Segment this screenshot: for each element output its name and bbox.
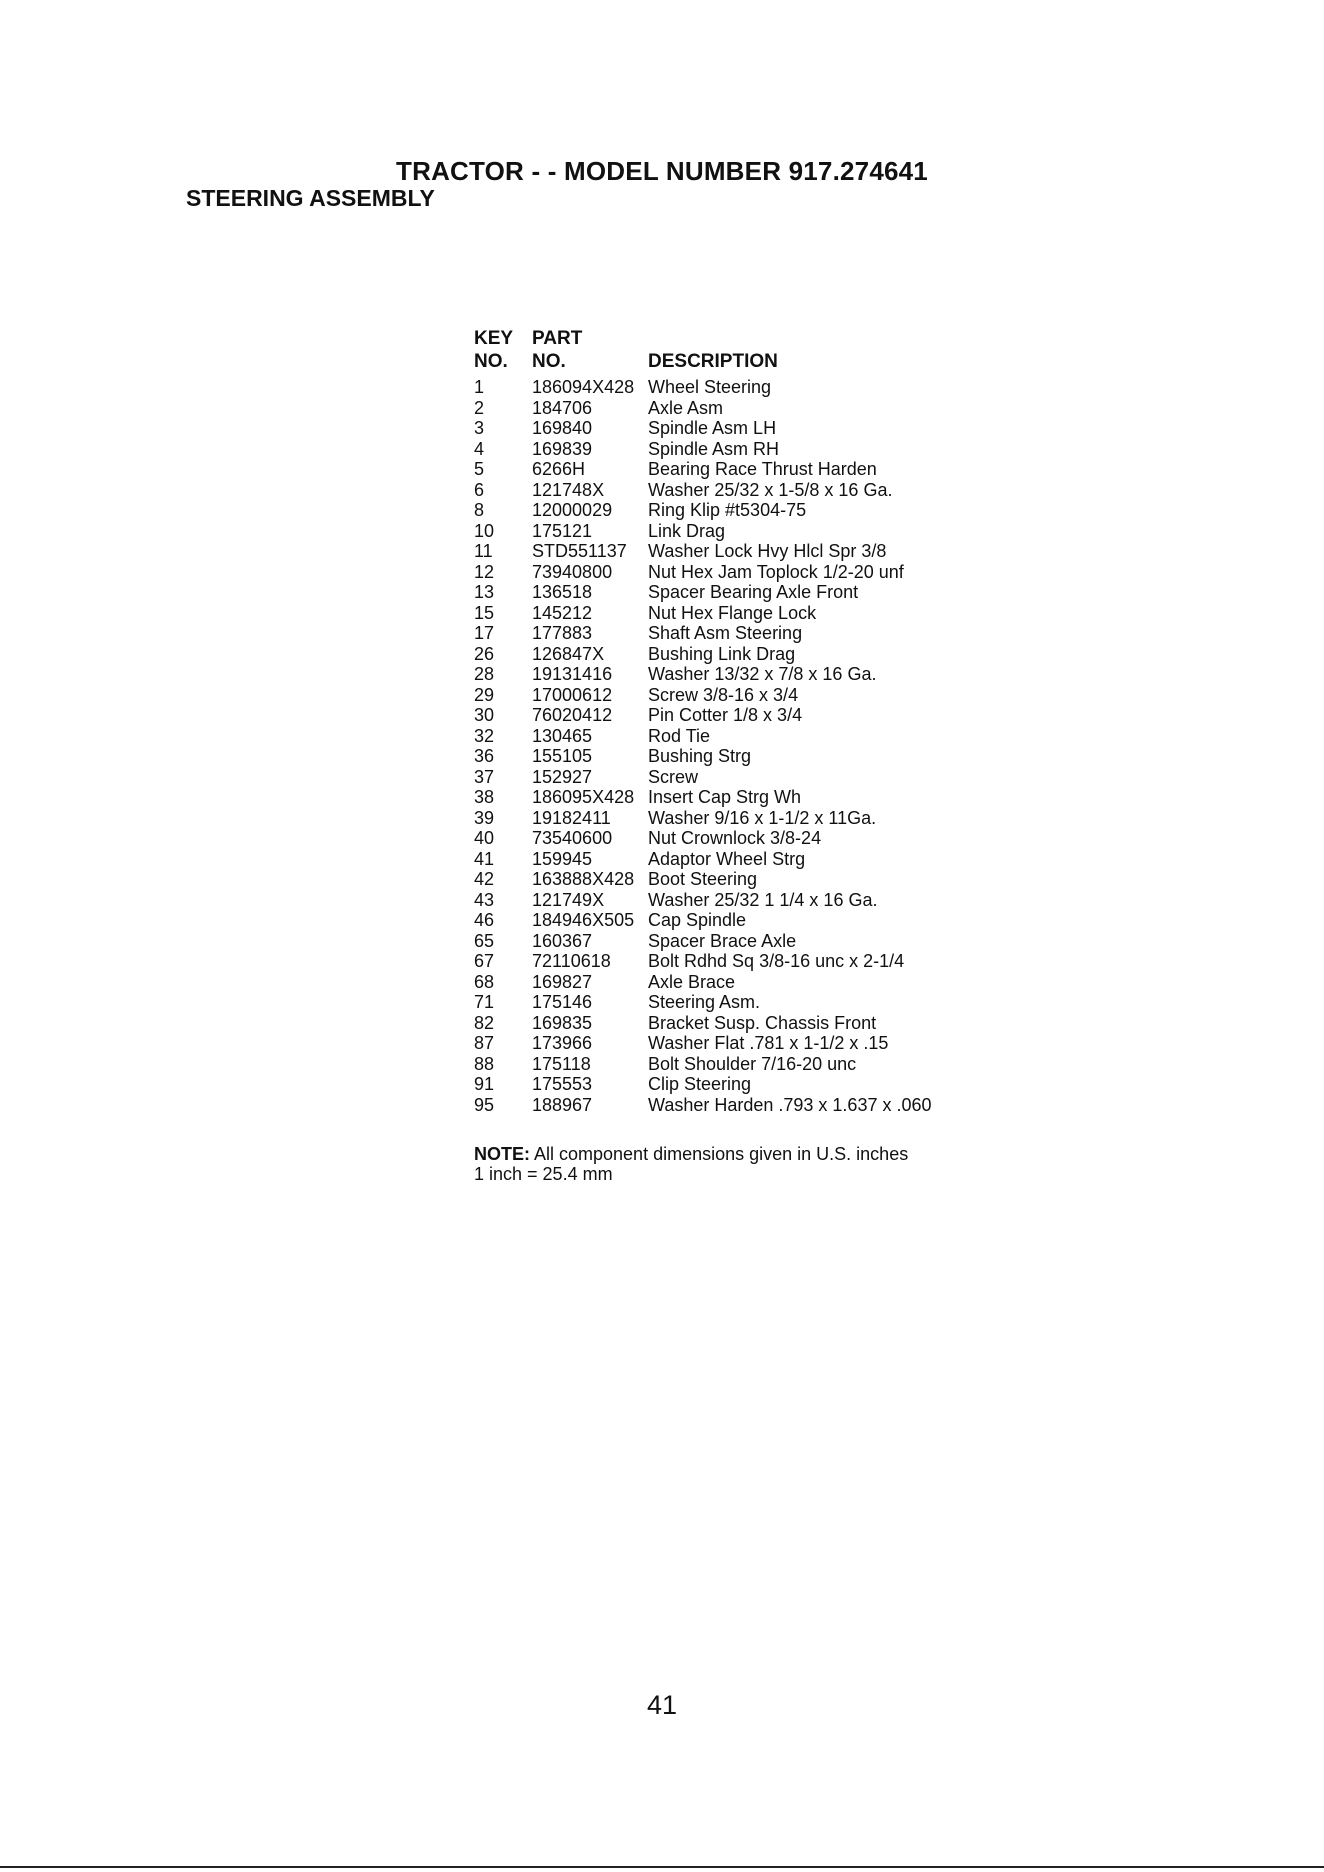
table-row [474,910,932,931]
part-description: Adaptor Wheel Strg [648,848,806,869]
table-row [474,521,932,542]
part-description: Steering Asm. [648,992,761,1012]
table-row [474,623,932,644]
table-body [474,377,932,1115]
key-no: 2 [474,397,485,418]
part-description: Washer Harden .793 x 1.637 x .060 [648,1094,932,1115]
key-no: 6 [474,479,485,500]
part-description: Washer 13/32 x 7/8 x 16 Ga. [648,664,877,684]
section-subtitle: STEERING ASSEMBLY [186,185,435,211]
part-description: Washer 25/32 x 1-5/8 x 16 Ga. [648,479,893,500]
table-row [474,480,932,501]
table-row [474,418,932,439]
part-no: 163888X428 [532,869,635,889]
part-no: 155105 [532,746,593,766]
part-description: Axle Brace [648,971,736,992]
table-row [474,1095,932,1116]
part-description: Screw [648,766,699,787]
part-no: 19182411 [532,807,611,828]
key-no: 30 [474,705,495,725]
key-no: 26 [474,643,495,664]
key-no: 65 [474,930,495,951]
table-row [474,931,932,952]
part-description: Spacer Brace Axle [648,930,797,951]
part-no: 173966 [532,1033,593,1053]
table-row [474,1033,932,1054]
table-row [474,972,932,993]
key-no: 82 [474,1012,495,1033]
table-row [474,541,932,562]
part-no: 175121 [532,520,593,541]
part-description: Rod Tie [648,725,711,746]
part-no: 169835 [532,1012,593,1033]
key-no: 38 [474,787,495,807]
header-part-no: NO. [532,351,566,372]
page-number: 41 [646,1690,678,1720]
part-description: Spindle Asm RH [648,438,780,459]
table-row [474,1074,932,1095]
table-row [474,1013,932,1034]
part-no: 159945 [532,848,593,869]
key-no: 36 [474,746,495,766]
table-row [474,439,932,460]
table-row [474,828,932,849]
table-row [474,644,932,665]
part-description: Clip Steering [648,1074,752,1094]
part-no: 145212 [532,602,593,623]
part-no: 121748X [532,479,605,500]
part-no: 169827 [532,971,593,992]
part-no: 160367 [532,930,593,951]
header-part: PART [532,328,583,349]
part-no: 188967 [532,1094,593,1115]
part-no: 72110618 [532,951,611,971]
key-no: 5 [474,459,485,479]
note-label: NOTE: [474,1144,530,1164]
table-row [474,890,932,911]
part-no: 73540600 [532,828,613,848]
key-no: 29 [474,684,495,705]
part-no: 130465 [532,725,593,746]
part-no: 136518 [532,582,593,602]
table-row [474,849,932,870]
part-no: 126847X [532,643,605,664]
table-row [474,951,932,972]
part-description: Washer 25/32 1 1/4 x 16 Ga. [648,889,878,910]
part-no: 186095X428 [532,787,635,807]
part-no: 169839 [532,438,593,459]
key-no: 4 [474,438,485,459]
part-description: Nut Hex Flange Lock [648,602,817,623]
part-description: Wheel Steering [648,377,772,397]
part-no: 17000612 [532,684,613,705]
key-no: 39 [474,807,495,828]
table-row [474,377,932,398]
key-no: 42 [474,869,495,889]
part-description: Bracket Susp. Chassis Front [648,1012,877,1033]
table-row [474,500,932,521]
part-no: 175146 [532,992,593,1012]
part-description: Washer Lock Hvy Hlcl Spr 3/8 [648,541,887,561]
part-description: Bolt Rdhd Sq 3/8-16 unc x 2-1/4 [648,951,905,971]
part-description: Spacer Bearing Axle Front [648,582,859,602]
table-row [474,787,932,808]
key-no: 15 [474,602,495,623]
key-no: 28 [474,664,495,684]
part-description: Nut Crownlock 3/8-24 [648,828,822,848]
part-description: Insert Cap Strg Wh [648,787,802,807]
part-description: Axle Asm [648,397,724,418]
part-no: 175553 [532,1074,593,1094]
part-description: Boot Steering [648,869,758,889]
part-description: Washer Flat .781 x 1-1/2 x .15 [648,1033,889,1053]
table-row [474,746,932,767]
bottom-rule [0,1866,1324,1868]
key-no: 40 [474,828,495,848]
note [474,1144,908,1184]
header-description: DESCRIPTION [648,351,778,372]
part-no: 73940800 [532,561,613,582]
part-description: Bushing Link Drag [648,643,796,664]
header-key-no: NO. [474,351,508,372]
key-no: 1 [474,377,485,397]
table-row [474,726,932,747]
key-no: 12 [474,561,495,582]
part-description: Bolt Shoulder 7/16-20 unc [648,1053,857,1074]
page-title: TRACTOR - - MODEL NUMBER 917.274641 [396,156,928,186]
key-no: 41 [474,848,495,869]
key-no: 3 [474,418,485,438]
part-no: 175118 [532,1053,591,1074]
part-no: 19131416 [532,664,613,684]
table-row [474,1054,932,1075]
part-description: Shaft Asm Steering [648,623,803,643]
table-row [474,459,932,480]
table-row [474,398,932,419]
key-no: 43 [474,889,495,910]
table-row [474,562,932,583]
table-row [474,685,932,706]
part-description: Washer 9/16 x 1-1/2 x 11Ga. [648,807,877,828]
table-row [474,869,932,890]
table-row [474,582,932,603]
table-row [474,705,932,726]
part-description: Nut Hex Jam Toplock 1/2-20 unf [648,561,904,582]
part-no: 6266H [532,459,586,479]
key-no: 37 [474,766,495,787]
part-description: Bearing Race Thrust Harden [648,459,877,479]
part-no: 186094X428 [532,377,635,397]
note-text: All component dimensions given in U.S. inches [530,1144,909,1164]
part-no: 184946X505 [532,910,635,930]
part-description: Screw 3/8-16 x 3/4 [648,684,799,705]
key-no: 88 [474,1053,495,1074]
key-no: 67 [474,951,495,971]
part-description: Ring Klip #t5304-75 [648,500,807,520]
part-no: 184706 [532,397,593,418]
table-row [474,664,932,685]
key-no: 71 [474,992,495,1012]
key-no: 32 [474,725,495,746]
key-no: 13 [474,582,495,602]
part-no: 76020412 [532,705,613,725]
key-no: 17 [474,623,495,643]
parts-table [474,327,932,1115]
key-no: 68 [474,971,495,992]
part-description: Bushing Strg [648,746,752,766]
key-no: 95 [474,1094,495,1115]
part-no: 121749X [532,889,605,910]
key-no: 46 [474,910,495,930]
table-header-row-1 [474,327,932,350]
table-row [474,767,932,788]
part-no: 177883 [532,623,593,643]
key-no: 11 [474,541,493,561]
table-row [474,992,932,1013]
table-row [474,603,932,624]
key-no: 8 [474,500,485,520]
table-header-row-2 [474,350,932,373]
part-no: 152927 [532,766,593,787]
part-no: 12000029 [532,500,613,520]
part-no: STD551137 [532,541,627,561]
part-description: Cap Spindle [648,910,747,930]
key-no: 10 [474,520,495,541]
part-no: 169840 [532,418,593,438]
key-no: 91 [474,1074,495,1094]
part-description: Link Drag [648,520,726,541]
part-description: Pin Cotter 1/8 x 3/4 [648,705,803,725]
header-key: KEY [474,328,514,349]
table-row [474,808,932,829]
part-description: Spindle Asm LH [648,418,777,438]
key-no: 87 [474,1033,495,1053]
note-conversion: 1 inch = 25.4 mm [474,1164,613,1184]
